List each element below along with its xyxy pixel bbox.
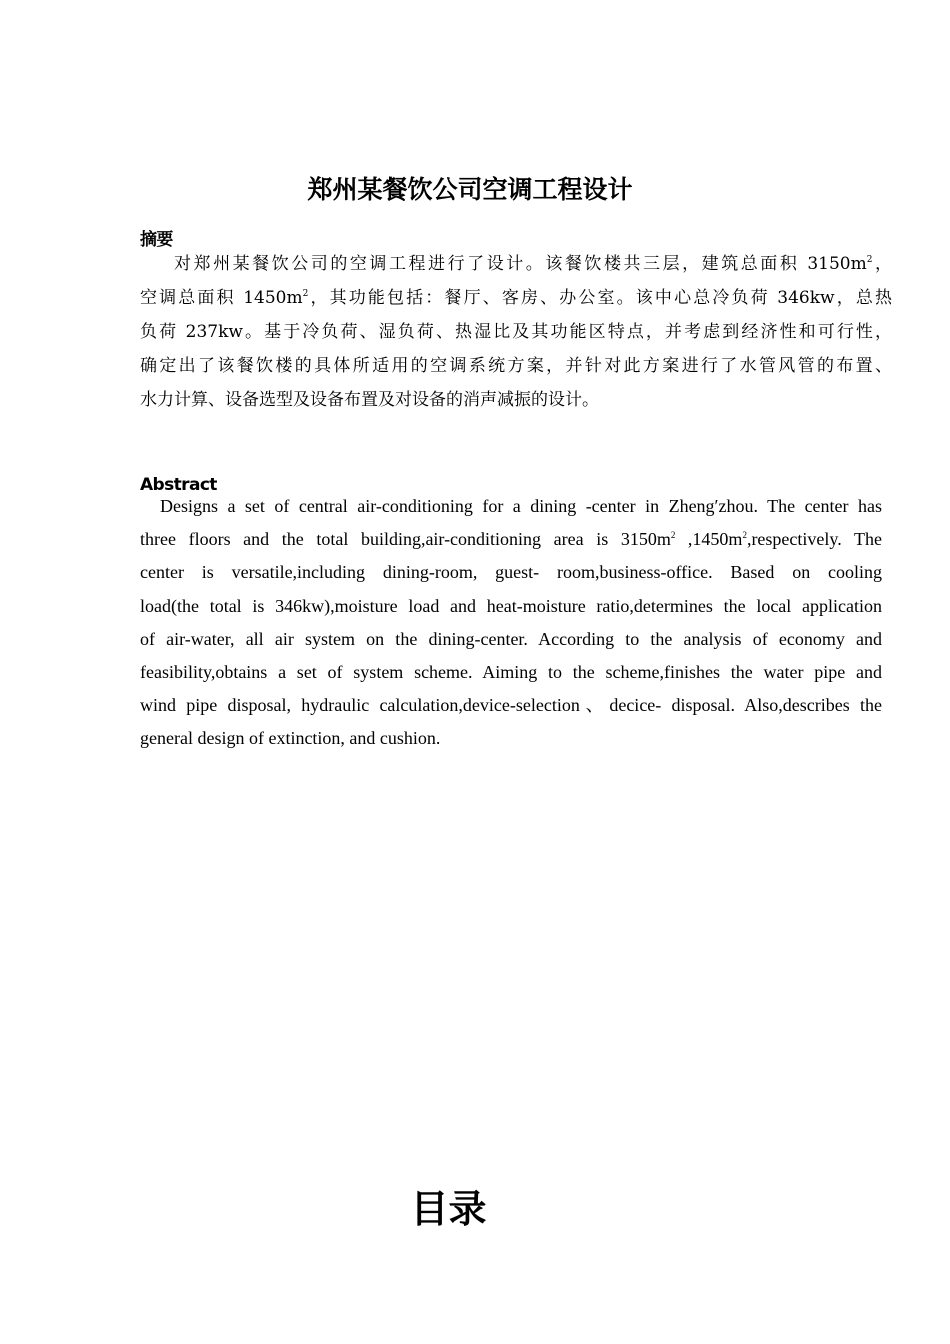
- abstract-en-body: [140, 490, 882, 756]
- abstract-cn-heading: 摘要: [140, 230, 173, 250]
- toc-title: 目录: [410, 1187, 487, 1231]
- abstract-en-line: general design of extinction, and cushion.: [140, 728, 441, 749]
- abstract-en-line: center is versatile,including dining-room, guest- room,business-office. Based on cooling: [140, 562, 882, 583]
- abstract-cn-line: 确定出了该餐饮楼的具体所适用的空调系统方案，并针对此方案进行了水管风管的布置、: [140, 356, 892, 376]
- abstract-en-line: Designs a set of central air-conditioning for a dining -center in Zheng′zhou. The center has: [160, 496, 882, 516]
- abstract-en-line: wind pipe disposal, hydraulic calculation,device-selection、decice- disposal. Also,describes the: [140, 695, 882, 716]
- page-title: 郑州某餐饮公司空调工程设计: [307, 175, 633, 204]
- abstract-en-line: of air-water, all air system on the dining-center. According to the analysis of economy and: [140, 628, 882, 649]
- abstract-cn-line: 负荷 237kw。基于冷负荷、湿负荷、热湿比及其功能区特点，并考虑到经济性和可行性，: [140, 322, 892, 342]
- abstract-en-line: three floors and the total building,air-conditioning area is $3150m^2$ $,1450m^2,respectively$. The: [140, 529, 882, 550]
- abstract-en-line: feasibility,obtains a set of system scheme. Aiming to the scheme,finishes the water pipe and: [140, 662, 882, 683]
- abstract-cn-line: 水力计算、设备选型及设备布置及对设备的消声减振的设计。: [140, 390, 599, 410]
- abstract-cn-body: [140, 247, 892, 417]
- abstract-cn-line: 对郑州某餐饮公司的空调工程进行了设计。该餐饮楼共三层，建筑总面积 $3150m^2$，: [174, 254, 892, 274]
- abstract-en-heading: Abstract: [140, 475, 217, 495]
- abstract-cn-line: 空调总面积 $1450m^2$，其功能包括：餐厅、客房、办公室。该中心总冷负荷 346kw，总热: [140, 288, 892, 308]
- abstract-en-line: load(the total is 346kw),moisture load and heat-moisture ratio,determines the local application: [140, 595, 882, 616]
